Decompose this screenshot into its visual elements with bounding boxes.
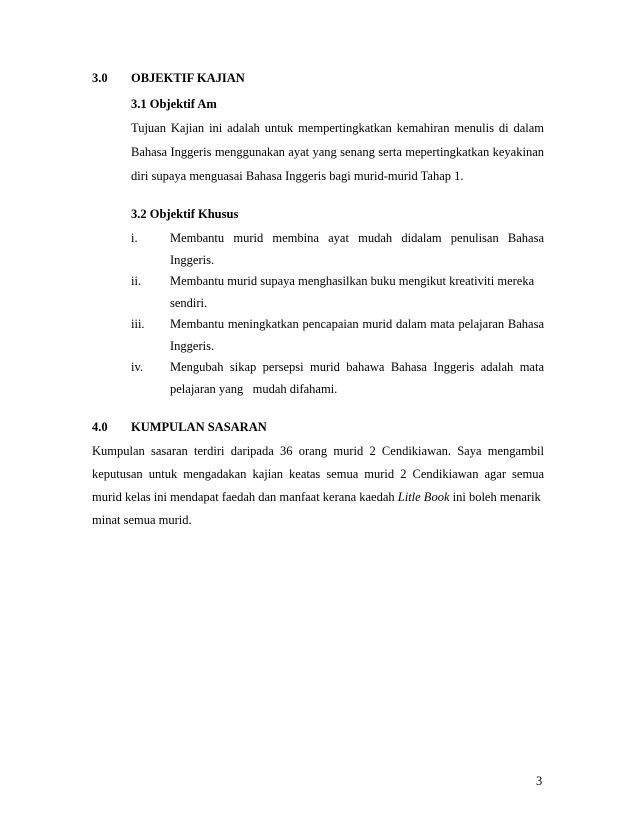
paragraph-line: diri supaya menguasai Bahasa Inggeris bagi murid-murid Tahap 1. <box>131 169 464 183</box>
section-number: 3.0 <box>92 71 108 85</box>
list-number: iii. <box>131 317 145 331</box>
method-name: Litle Book <box>397 490 450 504</box>
section-number: 4.0 <box>92 420 108 434</box>
list-item-line: sendiri. <box>170 296 208 310</box>
paragraph-text: murid kelas ini mendapat faedah dan manfaat kerana kaedah <box>92 490 398 504</box>
section-title: OBJEKTIF KAJIAN <box>131 71 245 85</box>
list-item-line: Inggeris. <box>170 253 215 267</box>
list-item-line: Inggeris. <box>170 339 215 353</box>
page-number: 3 <box>536 774 543 788</box>
paragraph-line <box>92 490 541 505</box>
list-item-line: Mengubah sikap persepsi murid bahawa Bahasa Inggeris adalah mata <box>170 360 544 374</box>
list-number: iv. <box>131 360 144 374</box>
paragraph-line: Kumpulan sasaran terdiri daripada 36 orang murid 2 Cendikiawan. Saya mengambil <box>92 444 544 458</box>
list-item-line: Membantu meningkatkan pencapaian murid dalam mata pelajaran Bahasa <box>170 317 544 331</box>
list-number: i. <box>131 231 138 245</box>
paragraph-text: ini boleh menarik <box>449 490 541 504</box>
paragraph-line: Bahasa Inggeris menggunakan ayat yang senang serta mepertingkatkan keyakinan <box>131 145 544 159</box>
paragraph-line: minat semua murid. <box>92 513 192 527</box>
list-item-line: Membantu murid membina ayat mudah didalam penulisan Bahasa <box>170 231 544 245</box>
paragraph-line: Tujuan Kajian ini adalah untuk mempertingkatkan kemahiran menulis di dalam <box>131 121 544 135</box>
list-number: ii. <box>131 274 142 288</box>
section-title: KUMPULAN SASARAN <box>131 420 267 434</box>
subsection-heading: 3.2 Objektif Khusus <box>131 207 239 221</box>
list-item-line: pelajaran yang mudah difahami. <box>170 382 338 396</box>
list-item-line: Membantu murid supaya menghasilkan buku mengikut kreativiti mereka <box>170 274 535 288</box>
paragraph-line: keputusan untuk mengadakan kajian keatas semua murid 2 Cendikiawan agar semua <box>92 467 544 481</box>
subsection-heading: 3.1 Objektif Am <box>131 97 217 111</box>
